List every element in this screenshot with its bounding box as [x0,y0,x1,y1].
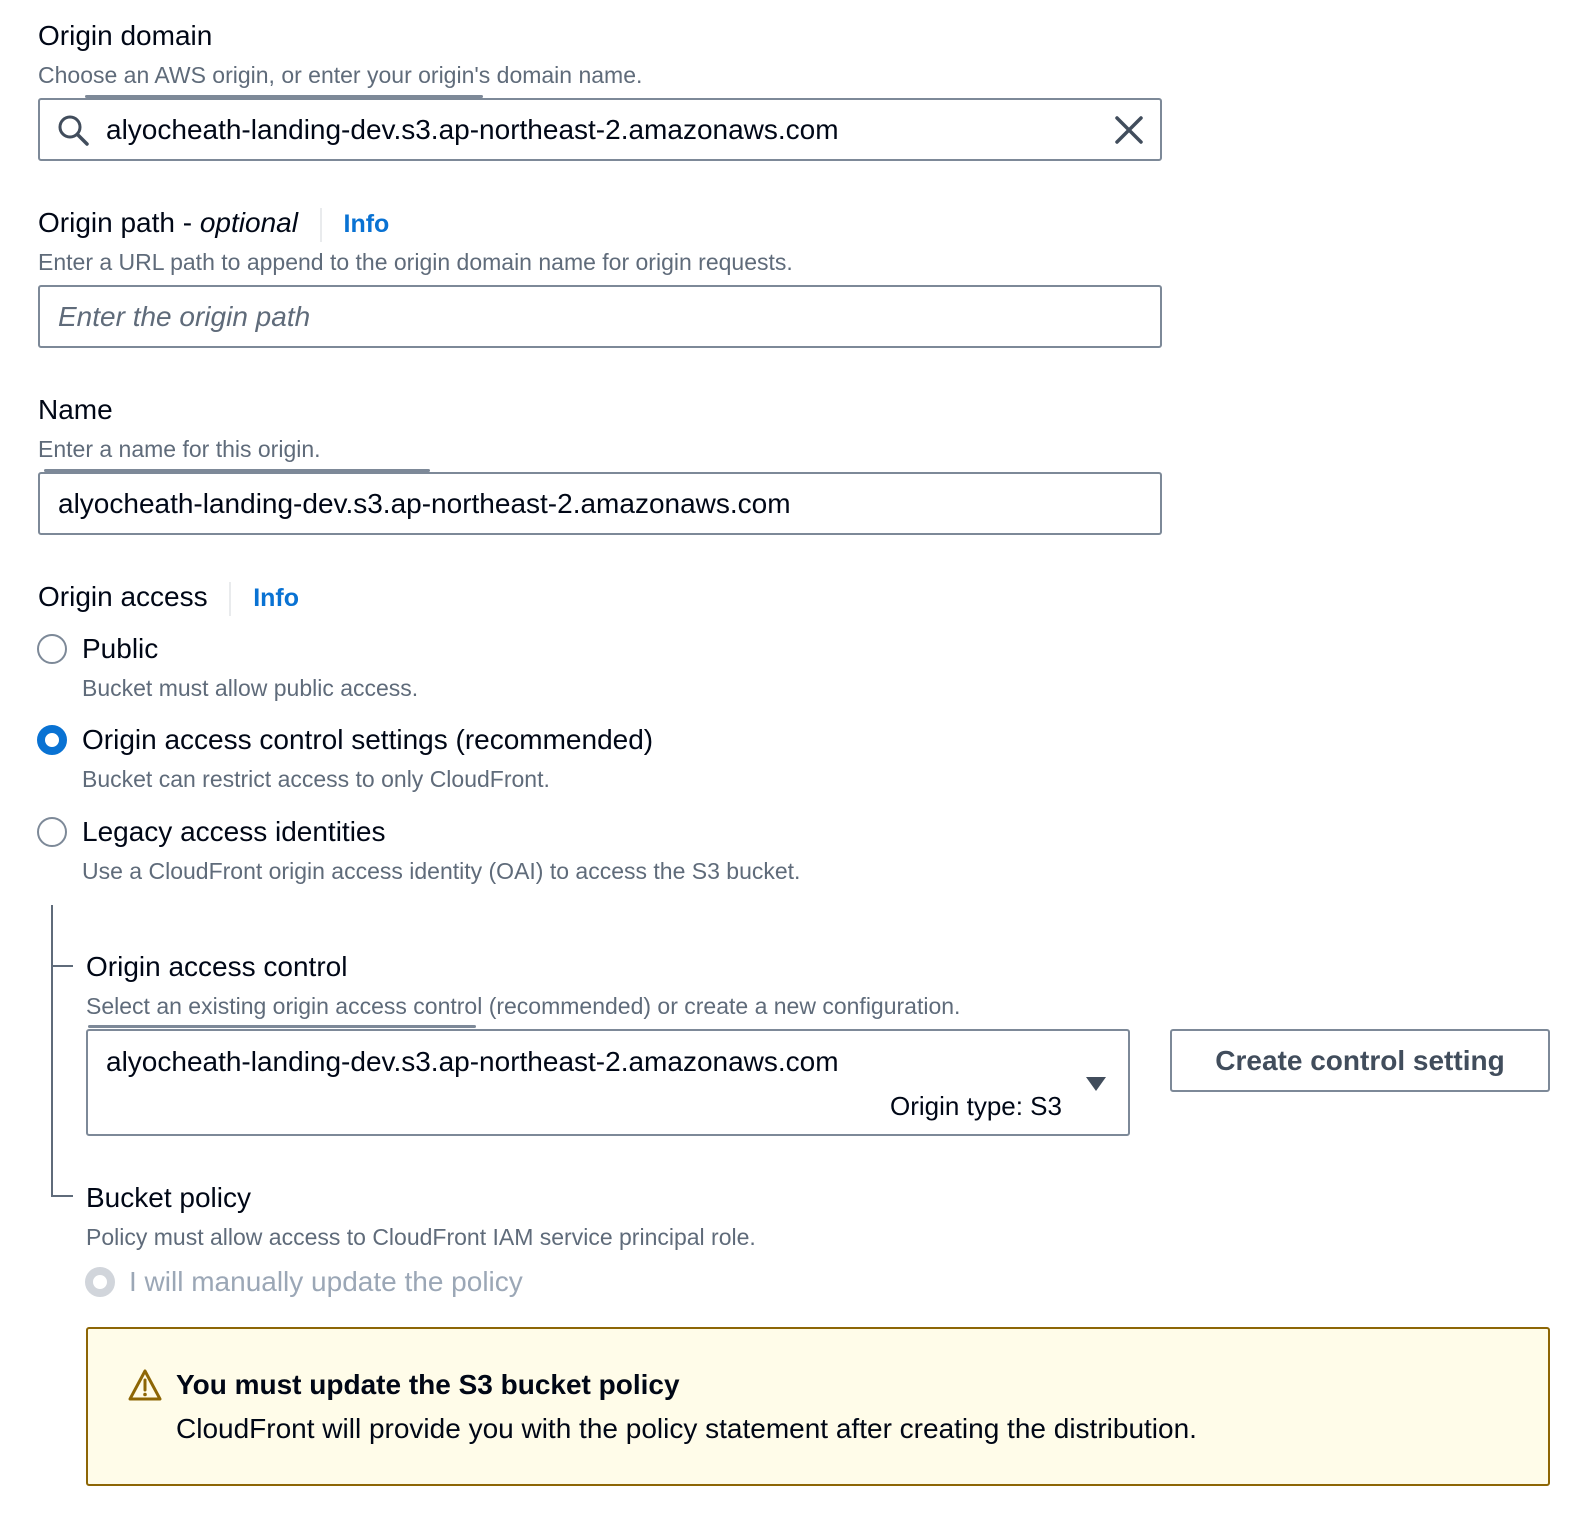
search-icon [56,113,90,147]
origin-domain-label: Origin domain [38,20,213,51]
origin-path-optional: optional [199,207,298,238]
origin-access-label: Origin access [38,581,208,612]
radio-manual-update-label: I will manually update the policy [129,1266,523,1297]
tree-branch [51,965,73,967]
radio-legacy-description: Use a CloudFront origin access identity (OAI) to access the S3 bucket. [82,858,801,884]
origin-domain-input[interactable] [38,98,1162,161]
oac-description: Select an existing origin access control (recommended) or create a new configuration. [86,993,961,1019]
origin-path-placeholder: Enter the origin path [58,300,311,332]
tree-line [51,905,53,1197]
oac-selected-meta: Origin type: S3 [890,1091,1062,1121]
radio-public-label[interactable]: Public [82,633,159,664]
origin-path-description: Enter a URL path to append to the origin domain name for origin requests. [38,249,793,275]
origin-domain-value: alyocheath-landing-dev.s3.ap-northeast-2.amazonaws.com [106,113,839,145]
close-icon[interactable] [1114,115,1144,145]
radio-legacy-label[interactable]: Legacy access identities [82,816,386,847]
origin-path-label: Origin path - [38,207,200,238]
origin-access-info-link[interactable]: Info [253,584,300,612]
radio-oac-description: Bucket can restrict access to only CloudFront. [82,766,550,792]
radio-public-description: Bucket must allow public access. [82,675,419,701]
radio-origin-access-control[interactable] [37,725,67,755]
radio-manual-update-policy [85,1267,115,1297]
name-input[interactable] [38,472,1162,535]
tree-branch [51,1195,73,1197]
caret-down-icon [1084,1075,1108,1093]
alert-title: You must update the S3 bucket policy [176,1369,680,1400]
origin-path-info-link[interactable]: Info [343,210,390,238]
radio-legacy-access-identities[interactable] [37,817,67,847]
origin-domain-description: Choose an AWS origin, or enter your origin's domain name. [38,62,643,88]
oac-select[interactable] [86,1029,1130,1136]
warning-alert [86,1327,1550,1486]
tab-indicator [88,1025,476,1028]
warning-icon [128,1369,162,1401]
name-value: alyocheath-landing-dev.s3.ap-northeast-2.amazonaws.com [58,487,791,519]
divider [229,582,231,616]
name-label: Name [38,394,113,425]
create-control-setting-button[interactable]: Create control setting [1170,1029,1550,1092]
radio-oac-label[interactable]: Origin access control settings (recommended) [82,724,654,755]
origin-path-label-row [38,206,389,242]
alert-message: CloudFront will provide you with the policy statement after creating the distribution. [176,1413,1197,1444]
oac-selected-value: alyocheath-landing-dev.s3.ap-northeast-2.amazonaws.com [106,1046,839,1077]
divider [320,208,322,242]
radio-public[interactable] [37,634,67,664]
name-description: Enter a name for this origin. [38,436,321,462]
origin-access-label-row [38,580,299,616]
bucket-policy-label: Bucket policy [86,1182,251,1213]
bucket-policy-description: Policy must allow access to CloudFront IAM service principal role. [86,1224,756,1250]
oac-label: Origin access control [86,951,348,982]
origin-path-input[interactable] [38,285,1162,348]
